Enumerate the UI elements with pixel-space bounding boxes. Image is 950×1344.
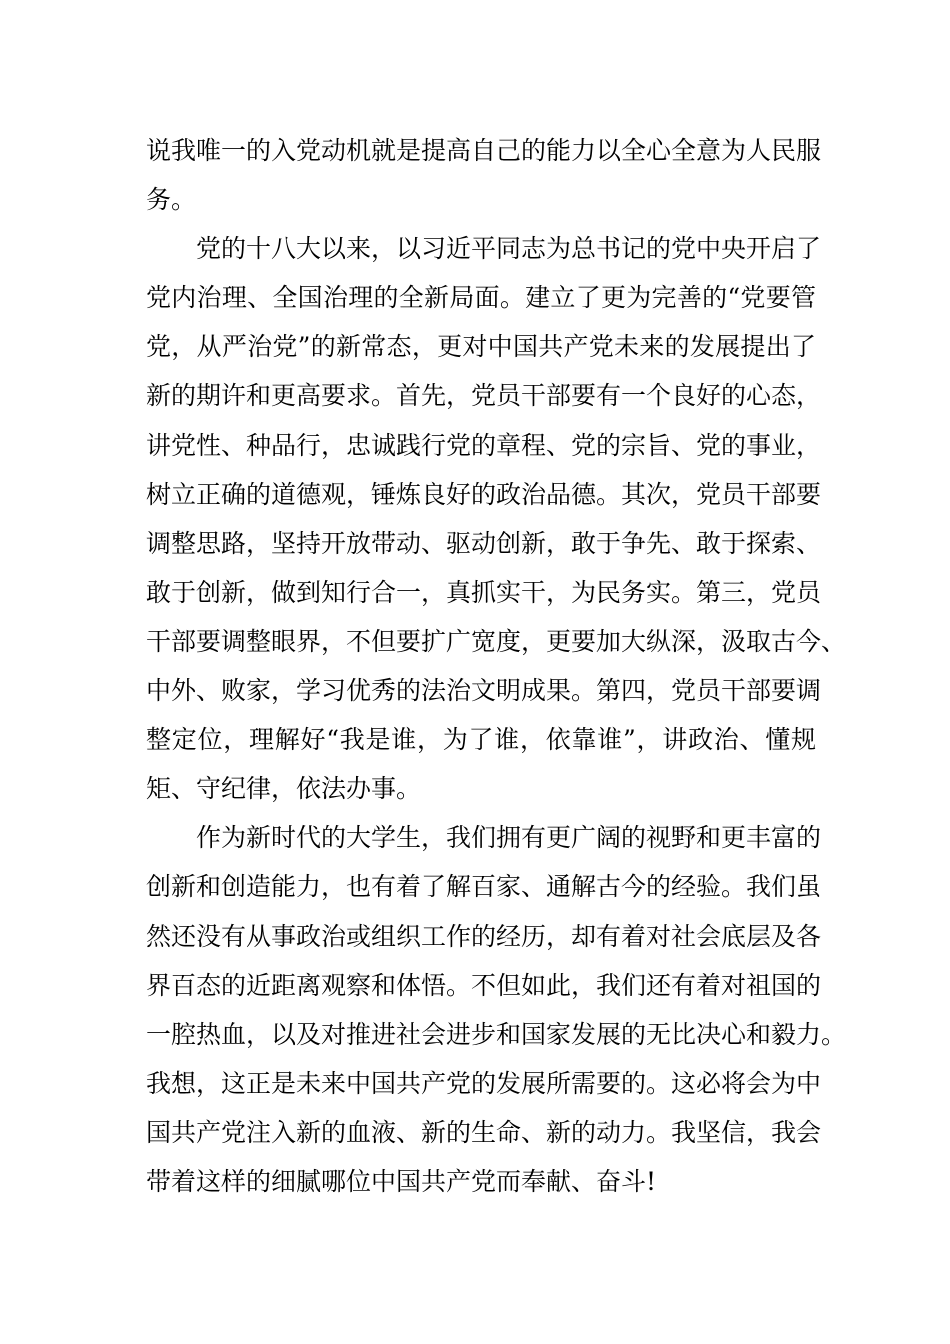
paragraph-line: 一腔热血，以及对推进社会进步和国家发展的无比决心和毅力。	[146, 1019, 847, 1049]
paragraph-line: 党内治理、全国治理的全新局面。建立了更为完善的“党要管	[146, 283, 816, 313]
paragraph-line: 说我唯一的入党动机就是提高自己的能力以全心全意为人民服	[146, 136, 822, 165]
paragraph-first-line: 作为新时代的大学生，我们拥有更广阔的视野和更丰富的	[196, 823, 822, 853]
paragraph-line: 党，从严治党”的新常态，更对中国共产党未来的发展提出了	[146, 332, 816, 362]
paragraph-line: 树立正确的道德观，锤炼良好的政治品德。其次，党员干部要	[146, 479, 822, 509]
paragraph-line: 我想，这正是未来中国共产党的发展所需要的。这必将会为中	[146, 1068, 822, 1098]
paragraph-first-line: 党的十八大以来，以习近平同志为总书记的党中央开启了	[196, 234, 822, 264]
paragraph-line: 干部要调整眼界，不但要扩广宽度，更要加大纵深，汲取古今、	[146, 626, 847, 656]
paragraph-line: 讲党性、种品行，忠诚践行党的章程、党的宗旨、党的事业，	[146, 430, 822, 460]
paragraph-line: 整定位，理解好“我是谁，为了谁，依靠谁”，讲政治、懂规	[146, 725, 816, 755]
paragraph-line: 中外、败家，学习优秀的法治文明成果。第四，党员干部要调	[146, 676, 822, 706]
paragraph-line: 新的期许和更高要求。首先，党员干部要有一个良好的心态，	[146, 381, 822, 411]
paragraph-line: 务。	[146, 185, 197, 215]
paragraph-line: 带着这样的细腻哪位中国共产党而奉献、奋斗!	[146, 1166, 657, 1196]
document-body	[146, 126, 847, 1206]
paragraph-line: 然还没有从事政治或组织工作的经历，却有着对社会底层及各	[146, 921, 822, 951]
paragraph-line: 矩、守纪律，依法办事。	[146, 774, 422, 804]
paragraph-line: 敢于创新，做到知行合一，真抓实干，为民务实。第三，党员	[146, 577, 822, 607]
paragraph-line: 界百态的近距离观察和体悟。不但如此，我们还有着对祖国的	[146, 970, 822, 1000]
paragraph-line: 创新和创造能力，也有着了解百家、通解古今的经验。我们虽	[146, 872, 822, 902]
paragraph-line: 调整思路，坚持开放带动、驱动创新，敢于争先、敢于探索、	[146, 528, 822, 558]
paragraph-line: 国共产党注入新的血液、新的生命、新的动力。我坚信，我会	[146, 1117, 822, 1147]
